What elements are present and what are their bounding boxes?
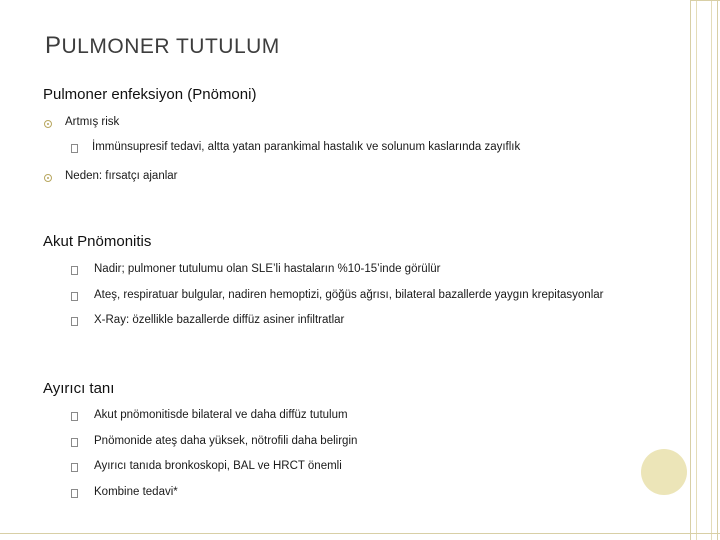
list-item: Neden: fırsatçı ajanlar xyxy=(65,170,178,182)
list-item: Akut pnömonitisde bilateral ve daha diffüz tutulum xyxy=(94,409,348,421)
slide-title-initial: P xyxy=(45,32,62,59)
list-item: Kombine tedavi* xyxy=(94,486,178,498)
circle-bullet-icon xyxy=(44,174,52,182)
right-frame-inner-border xyxy=(696,0,712,540)
slide-title xyxy=(45,32,280,60)
square-bullet-icon xyxy=(71,317,78,326)
list-item: İmmünsupresif tedavi, altta yatan parankimal hastalık ve solunum kaslarında zayıflık xyxy=(92,141,521,153)
list-item: Artmış risk xyxy=(65,116,120,128)
list-item: Ateş, respiratuar bulgular, nadiren hemoptizi, göğüs ağrısı, bilateral bazallerde yaygın krepitasyonlar xyxy=(94,289,604,301)
list-item: Nadir; pulmoner tutulumu olan SLE’li hastaların %10-15’inde görülür xyxy=(94,263,441,275)
circle-bullet-icon xyxy=(44,120,52,128)
slide-title-rest: ULMONER TUTULUM xyxy=(61,35,280,58)
bottom-frame-line xyxy=(0,533,720,534)
square-bullet-icon xyxy=(71,144,78,153)
section-heading-differential-diagnosis: Ayırıcı tanı xyxy=(43,380,115,397)
square-bullet-icon xyxy=(71,412,78,421)
list-item: Ayırıcı tanıda bronkoskopi, BAL ve HRCT önemli xyxy=(94,460,342,472)
square-bullet-icon xyxy=(71,489,78,498)
section-heading-pneumonia: Pulmoner enfeksiyon (Pnömoni) xyxy=(43,86,257,103)
square-bullet-icon xyxy=(71,292,78,301)
decorative-circle xyxy=(641,449,687,495)
list-item: X-Ray: özellikle bazallerde diffüz asiner infiltratlar xyxy=(94,314,345,326)
frame-top-line xyxy=(690,0,720,1)
square-bullet-icon xyxy=(71,438,78,447)
square-bullet-icon xyxy=(71,463,78,472)
square-bullet-icon xyxy=(71,266,78,275)
list-item: Pnömonide ateş daha yüksek, nötrofili daha belirgin xyxy=(94,435,358,447)
section-heading-acute-pneumonitis: Akut Pnömonitis xyxy=(43,233,152,250)
